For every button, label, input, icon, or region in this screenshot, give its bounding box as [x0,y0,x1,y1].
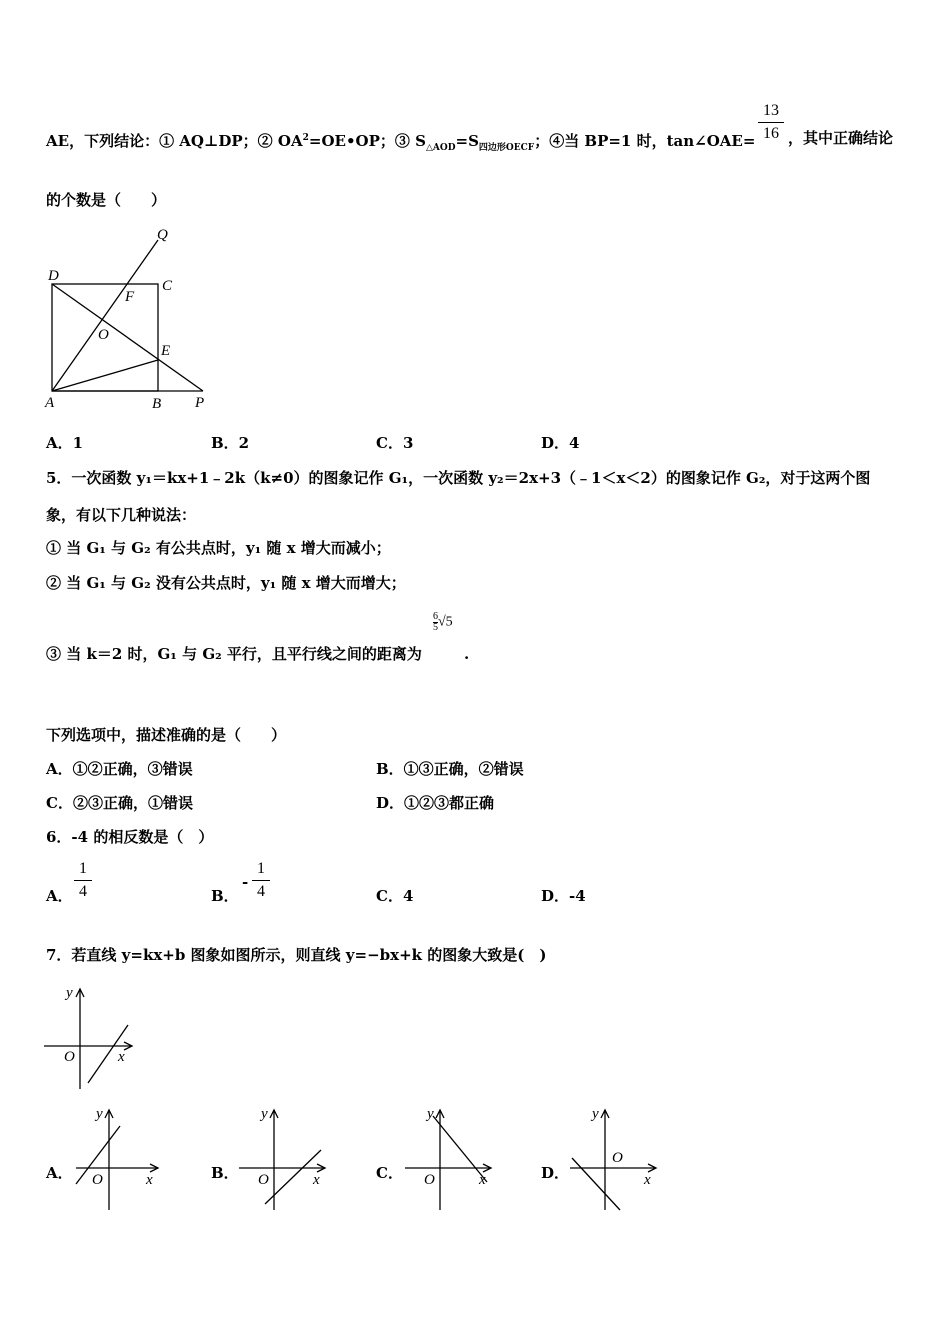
q6-option-b-fraction: 1 4 [252,860,270,901]
q4-option-a[interactable]: A．1 [46,434,84,452]
svg-text:x: x [644,1172,651,1188]
q5-option-d[interactable]: D．①②③都正确 [376,794,495,812]
label-a: A [45,395,55,411]
svg-text:O: O [64,1049,75,1065]
q4-stem-line1: AE，下列结论：① AQ⊥DP；② $OA^2=OE•OP$；③ $S_{\triangle AOD}=S_{四边形OECF}$；④当 BP=1 时，tan∠OAE= [46,132,756,153]
q4-option-d[interactable]: D．4 [541,434,580,452]
q4-option-b[interactable]: B．2 [211,434,250,452]
label-e: E [161,343,171,359]
svg-text:y: y [261,1106,268,1122]
q6-option-a-fraction: 1 4 [74,860,92,901]
label-f: F [125,289,135,305]
q5-question: 下列选项中，描述准确的是（ ） [46,726,287,744]
q6-stem: 6．-4 的相反数是（ ） [46,828,214,846]
q6-option-a[interactable]: A． [46,887,73,905]
q5-statement-3: ③ 当 k＝2 时，G₁ 与 G₂ 平行，且平行线之间的距离为 [46,645,422,663]
q5-stem-line1: 5．一次函数 y₁＝kx+1﹣2k（k≠0）的图象记作 G₁，一次函数 y₂＝2x+3（﹣1＜x＜2）的图象记作 G₂，对于这两个图 [46,469,871,487]
q7-option-c-label[interactable]: C． [376,1164,403,1182]
q6-option-c[interactable]: C．4 [376,887,414,905]
svg-text:x: x [479,1172,486,1188]
q6-option-b[interactable]: B． [211,887,239,905]
label-o: O [98,327,109,343]
q7-reference-graph [44,983,139,1093]
q7-option-d-graph[interactable] [568,1104,663,1214]
q7-stem: 7．若直线 y=kx+b 图象如图所示，则直线 y=−bx+k 的图象大致是( ) [46,946,547,964]
q4-stem-line2: 的个数是（ ） [46,191,167,209]
svg-text:y: y [66,985,73,1001]
svg-text:O: O [258,1172,269,1188]
q5-option-b[interactable]: B．①③正确，②错误 [376,760,524,778]
q7-option-a-graph[interactable] [72,1104,162,1214]
label-b: B [152,396,162,412]
q5-statement-3-end: . [464,645,470,663]
svg-text:x: x [313,1172,320,1188]
q7-option-d-label[interactable]: D． [541,1164,570,1182]
svg-text:x: x [146,1172,153,1188]
label-p: P [195,395,205,411]
q5-distance-expression: $\frac{6}{5}$ √5 [433,611,453,633]
label-c: C [162,278,173,294]
svg-text:O: O [612,1150,623,1166]
q5-statement-2: ② 当 G₁ 与 G₂ 没有公共点时，y₁ 随 x 增大而增大； [46,574,406,592]
q5-option-c[interactable]: C．②③正确，①错误 [46,794,193,812]
q5-option-a[interactable]: A．①②正确，③错误 [46,760,193,778]
svg-text:y: y [96,1106,103,1122]
q7-option-a-label[interactable]: A． [46,1164,73,1182]
svg-text:O: O [424,1172,435,1188]
q5-statement-1: ① 当 G₁ 与 G₂ 有公共点时，y₁ 随 x 增大而减小； [46,539,391,557]
svg-text:O: O [92,1172,103,1188]
q5-stem-line2: 象，有以下几种说法： [46,506,197,524]
q4-square-figure [40,222,220,417]
q4-tan-fraction: 13 16 [758,102,784,143]
label-d: D [48,268,59,284]
q6-option-b-sign: - [242,873,249,891]
svg-text:y: y [592,1106,599,1122]
svg-text:x: x [118,1049,125,1065]
q4-option-c[interactable]: C．3 [376,434,414,452]
svg-text:y: y [427,1106,434,1122]
q4-stem-suffix: ，其中正确结论 [788,129,894,147]
label-q: Q [157,227,168,243]
q7-option-b-label[interactable]: B． [211,1164,239,1182]
q7-option-c-graph[interactable] [403,1104,498,1214]
q6-option-d[interactable]: D．-4 [541,887,586,905]
q7-option-b-graph[interactable] [237,1104,332,1214]
